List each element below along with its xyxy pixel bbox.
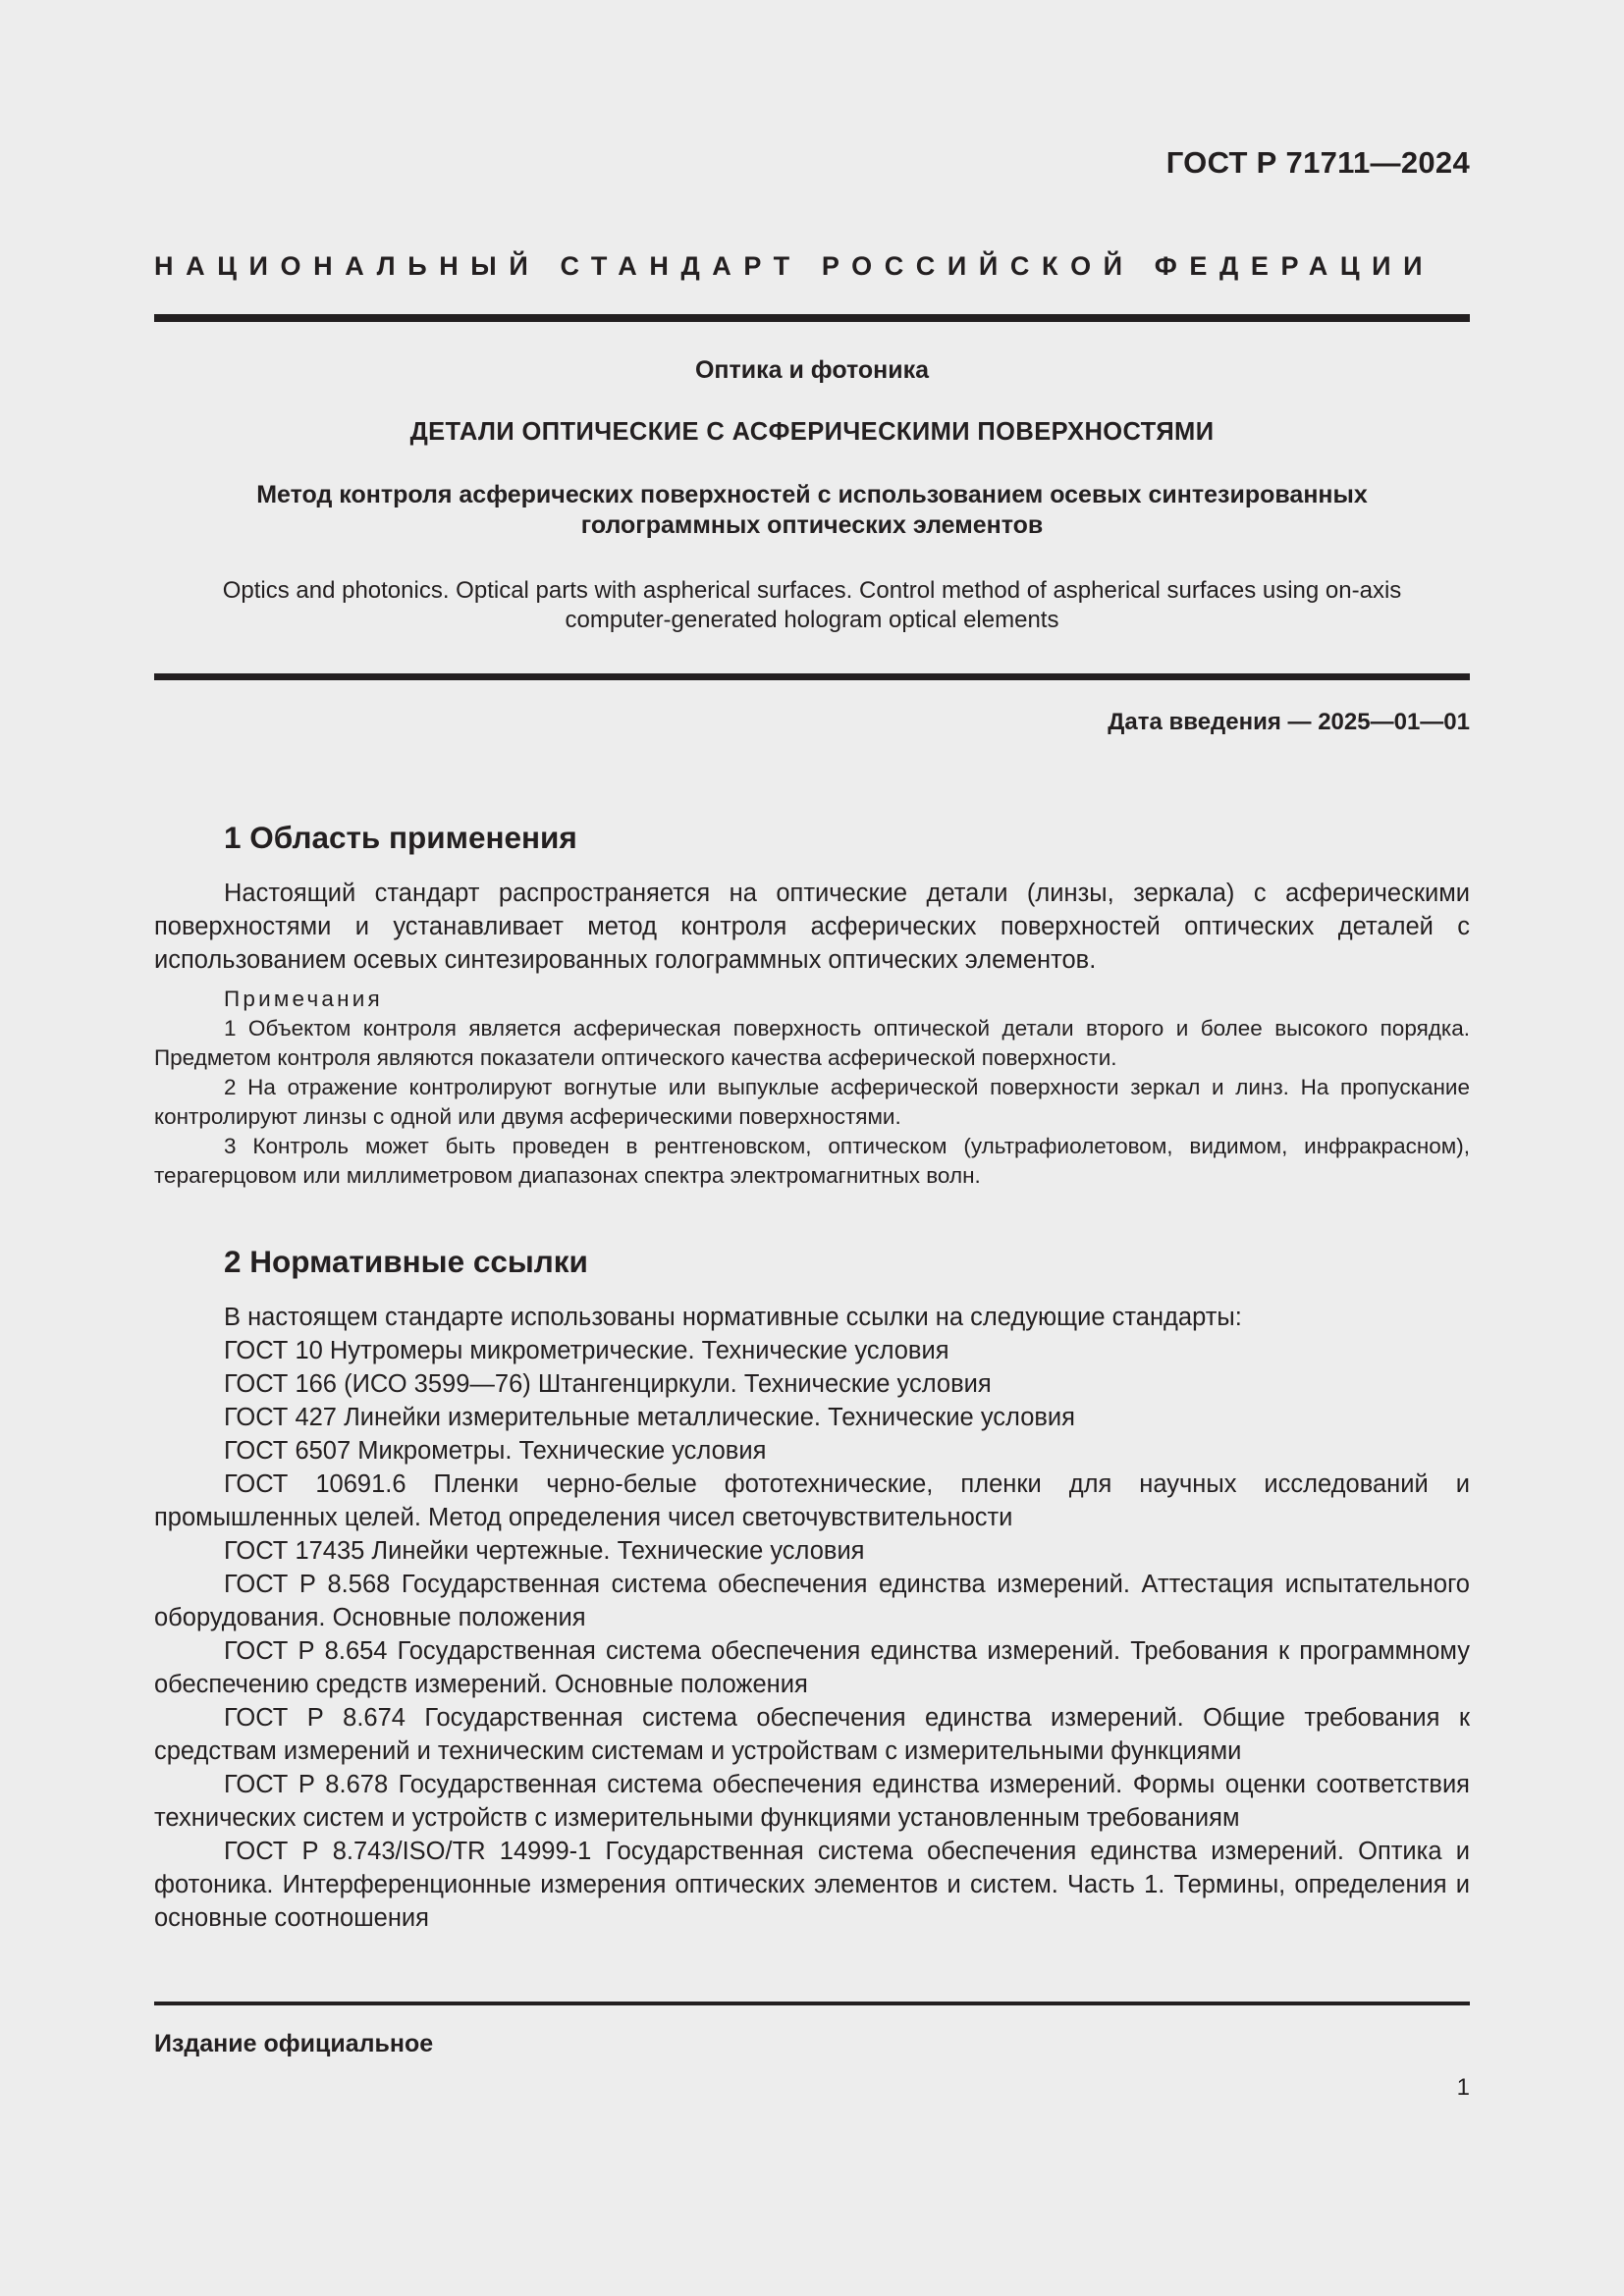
footer-rule — [154, 2002, 1470, 2005]
standard-number: ГОСТ Р 71711—2024 — [1165, 145, 1470, 180]
introduction-date: Дата введения — 2025—01—01 — [1108, 709, 1470, 735]
reference-item: ГОСТ Р 8.568 Государственная система обеспечения единства измерений. Аттестация испытательного оборудования. Основные положения — [154, 1571, 1470, 1631]
notes-heading: Примечания — [224, 987, 383, 1011]
section-scope — [154, 818, 1470, 1191]
reference-item: ГОСТ 10 Нутромеры микрометрические. Технические условия — [224, 1337, 949, 1364]
english-title-line: computer-generated hologram optical elements — [565, 607, 1059, 633]
document-page — [154, 0, 1470, 2296]
note-item: 2 На отражение контролируют вогнутые или выпуклые асферической поверхности зеркал и линз. На пропускание контролируют линзы с одной или двумя асферическими поверхностями. — [154, 1075, 1470, 1129]
reference-item: ГОСТ Р 8.678 Государственная система обеспечения единства измерений. Формы оценки соответствия технических систем и устройств с измерительными функциями установленным требованиям — [154, 1771, 1470, 1832]
section-heading: 2 Нормативные ссылки — [224, 1244, 588, 1279]
page-number: 1 — [1456, 2074, 1470, 2101]
section-normative-references — [154, 1242, 1470, 1935]
english-title-line: Optics and photonics. Optical parts with aspherical surfaces. Control method of aspherical surfaces using on-axis — [222, 577, 1402, 604]
scope-paragraph: Настоящий стандарт распространяется на оптические детали (линзы, зеркала) с асферическими поверхностями и устанавливает метод контроля асферических поверхностей оптических деталей с использованием осевых синтезированных голограммных оптических элементов. — [154, 880, 1470, 974]
field-title: Оптика и фотоника — [694, 356, 930, 384]
subtitle-line: Метод контроля асферических поверхностей с использованием осевых синтезированных — [256, 481, 1368, 508]
reference-item: ГОСТ 166 (ИСО 3599—76) Штангенциркули. Технические условия — [224, 1370, 992, 1398]
reference-item: ГОСТ 10691.6 Пленки черно-белые фототехнические, пленки для научных исследований и промышленных целей. Метод определения чисел светочувствительности — [154, 1470, 1470, 1531]
references-intro: В настоящем стандарте использованы нормативные ссылки на следующие стандарты: — [224, 1304, 1242, 1331]
reference-item: ГОСТ 17435 Линейки чертежные. Технические условия — [224, 1537, 865, 1565]
subtitle-line: голограммных оптических элементов — [580, 511, 1044, 539]
reference-item: ГОСТ Р 8.654 Государственная система обеспечения единства измерений. Требования к программному обеспечению средств измерений. Основные положения — [154, 1637, 1470, 1698]
document-subtitle — [154, 480, 1470, 541]
header-rule — [154, 314, 1470, 322]
reference-item: ГОСТ 6507 Микрометры. Технические условия — [224, 1437, 767, 1465]
title-block-rule — [154, 673, 1470, 680]
note-item: 1 Объектом контроля является асферическая поверхность оптической детали второго и более высокого порядка. Предметом контроля являются показатели оптического качества асферической поверхности. — [154, 1016, 1470, 1070]
english-title — [154, 576, 1470, 635]
official-edition-label: Издание официальное — [154, 2030, 434, 2057]
document-title: ДЕТАЛИ ОПТИЧЕСКИЕ С АСФЕРИЧЕСКИМИ ПОВЕРХНОСТЯМИ — [409, 418, 1215, 446]
reference-item: ГОСТ 427 Линейки измерительные металлические. Технические условия — [224, 1404, 1075, 1431]
note-item: 3 Контроль может быть проведен в рентгеновском, оптическом (ультрафиолетовом, видимом, инфракрасном), терагерцовом или миллиметровом диапазонах спектра электромагнитных волн. — [154, 1134, 1470, 1188]
national-standard-title: НАЦИОНАЛЬНЫЙ СТАНДАРТ РОССИЙСКОЙ ФЕДЕРАЦИИ — [154, 251, 1435, 281]
section-heading: 1 Область применения — [224, 820, 577, 855]
reference-item: ГОСТ Р 8.674 Государственная система обеспечения единства измерений. Общие требования к средствам измерений и техническим системам и устройствам с измерительными функциями — [154, 1704, 1470, 1765]
reference-item: ГОСТ Р 8.743/ISO/TR 14999-1 Государственная система обеспечения единства измерений. Оптика и фотоника. Интерференционные измерения оптических элементов и систем. Часть 1. Термины, определения и основные соотношения — [154, 1838, 1470, 1932]
